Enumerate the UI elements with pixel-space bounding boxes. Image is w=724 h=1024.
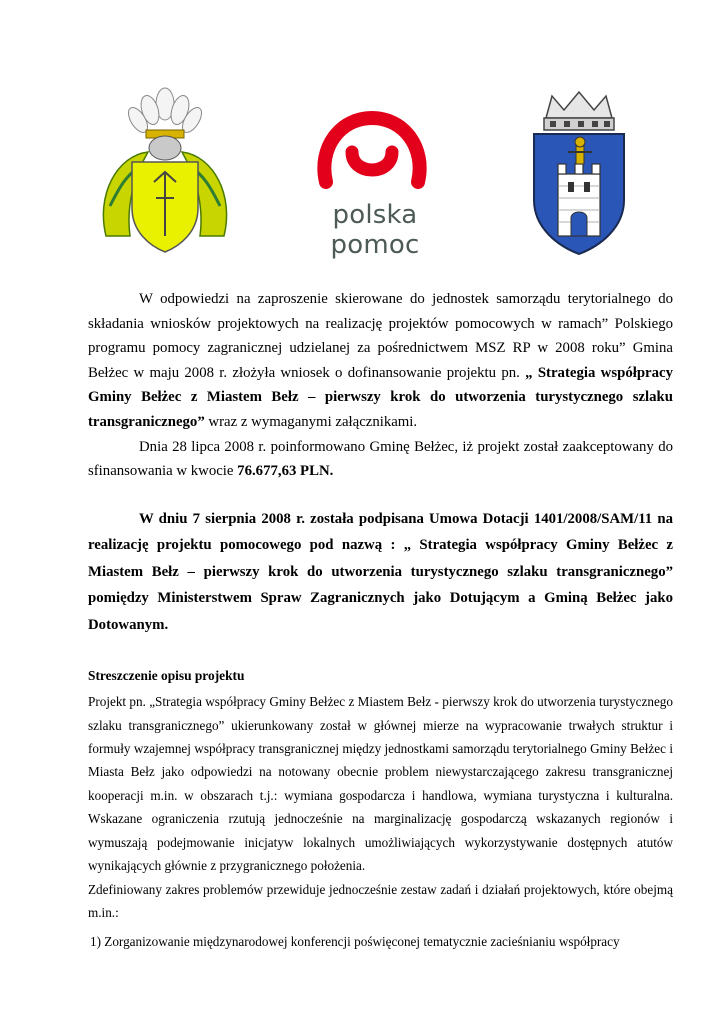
project-title-bold: „ Strategia współpracy Gminy Bełżec z Miastem Bełz – pierwszy krok do utworzenia turystycznego szlaku transgranicznego” (88, 364, 673, 430)
amount-bold: 76.677,63 PLN. (237, 463, 334, 480)
logo-header (0, 0, 724, 270)
list-item: 1) Zorganizowanie międzynarodowej konferencji poświęconej tematycznie zacieśnianiu współpracy (90, 934, 620, 950)
intro-paragraph (88, 287, 673, 435)
acceptance-paragraph (88, 435, 673, 484)
belz-coat-of-arms-icon (524, 88, 634, 258)
polska-pomoc-text: polska pomoc (330, 200, 420, 260)
polska-pomoc-symbol-icon (282, 108, 462, 198)
intro-text-end: wraz z wymaganymi załącznikami. (204, 413, 418, 430)
polska-pomoc-logo (282, 108, 462, 260)
scope-paragraph: Zdefiniowany zakres problemów przewiduje jednocześnie zestaw zadań i działań projektowych, które obejmą m.in.: (88, 881, 673, 920)
belzec-coat-of-arms-icon (96, 86, 234, 256)
acceptance-text: Dnia 28 lipca 2008 r. poinformowano Gminę Bełżec, iż projekt został zaakceptowany do sfinansowania w kwocie (88, 438, 673, 480)
summary-paragraph: Projekt pn. „Strategia współpracy Gminy Bełżec z Miastem Bełz - pierwszy krok do utworzenia turystycznego szlaku transgranicznego” ukierunkowany został w głównej mierze na wypracowanie trwałych struktur i formuły wzajemnej współpracy transgranicznej między jednostkami samorządu terytorialnego Gminy Bełżec i Miasta Bełz jako odpowiedzi na notowany obecnie problem niewystarczającego zakresu transgranicznej kooperacji m.in. w obszarach t.j.: wymiana gospodarcza i handlowa, wymiana turystyczna i kulturalna. Wskazane ograniczenia rzutują jednocześnie na marginalizację gospodarczą wskazanych regionów i wymuszają podejmowanie inicjatyw lokalnych umożliwiających wykorzystywanie dostępnych atutów wynikających głównie z przygranicznego położenia. (88, 694, 673, 874)
section-heading: Streszczenie opisu projektu (88, 668, 245, 684)
intro-text: W odpowiedzi na zaproszenie skierowane do jednostek samorządu terytorialnego do składania wniosków projektowych na realizację projektów pomocowych w ramach” Polskiego programu pomocy zagranicznej udzielanej za pośrednictwem MSZ RP w 2008 roku” Gmina Bełżec w maju 2008 r. złożyła wniosek o dofinansowanie projektu pn. (88, 291, 673, 381)
document-body (88, 287, 673, 954)
agreement-paragraph: W dniu 7 sierpnia 2008 r. została podpisana Umowa Dotacji 1401/2008/SAM/11 na realizację projektu pomocowego pod nazwą : „ Strategia współpracy Gminy Bełżec z Miastem Bełz – pierwszy krok do utworzenia turystycznego szlaku transgranicznego” pomiędzy Ministerstwem Spraw Zagranicznych jako Dotującym a Gminą Bełżec jako Dotowanym. (88, 510, 673, 633)
